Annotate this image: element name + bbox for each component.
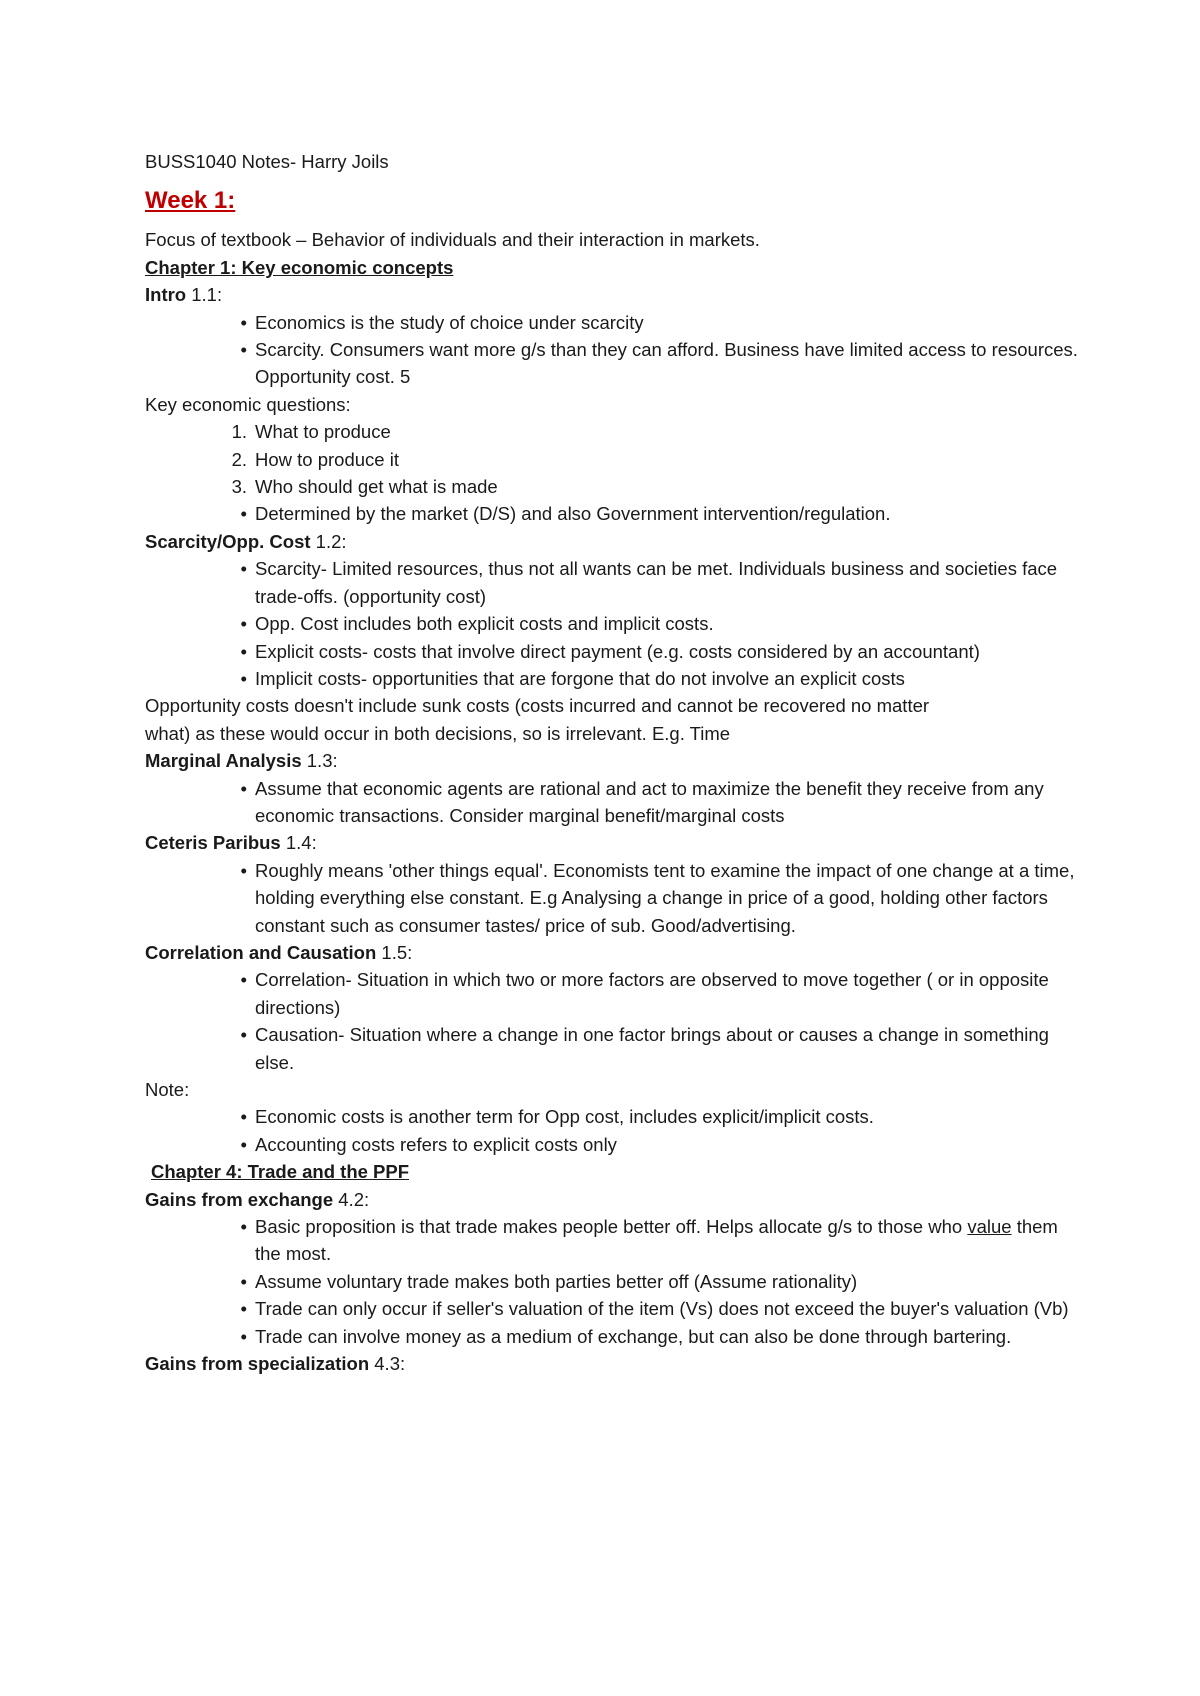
bullet-icon: • xyxy=(240,640,247,662)
list-item: • Assume that economic agents are rational and act to maximize the benefit they receive from any economic transactions. Consider marginal benefit/marginal costs xyxy=(145,775,1085,830)
list-item: • Basic proposition is that trade makes people better off. Helps allocate g/s to those who value them the most. xyxy=(145,1213,1085,1268)
bullet-icon: • xyxy=(240,777,247,799)
bullet-icon: • xyxy=(240,667,247,689)
bullet-icon: • xyxy=(240,1216,247,1238)
list-item: • Assume voluntary trade makes both parties better off (Assume rationality) xyxy=(145,1268,1085,1295)
list-item: • Determined by the market (D/S) and also Government intervention/regulation. xyxy=(145,500,1085,527)
bullet-icon: • xyxy=(240,1133,247,1155)
list-item: • Economic costs is another term for Opp cost, includes explicit/implicit costs. xyxy=(145,1103,1085,1130)
bullet-icon: • xyxy=(240,1298,247,1320)
week-heading: Week 1: xyxy=(145,187,236,215)
list-item: • Accounting costs refers to explicit costs only xyxy=(145,1131,1085,1158)
list-item: • Implicit costs- opportunities that are forgone that do not involve an explicit costs xyxy=(145,665,1085,692)
bullet-icon: • xyxy=(240,859,247,881)
list-item: • Correlation- Situation in which two or more factors are observed to move together ( or in opposite directions) xyxy=(145,966,1085,1021)
section-heading-marginal: Marginal Analysis 1.3: xyxy=(145,750,338,772)
bullet-icon: • xyxy=(240,613,247,635)
bullet-icon: • xyxy=(240,503,247,525)
chapter-4-heading: Chapter 4: Trade and the PPF xyxy=(151,1161,410,1183)
numbered-item: 3. Who should get what is made xyxy=(231,476,498,498)
list-item: • Trade can involve money as a medium of exchange, but can also be done through bartering. xyxy=(145,1323,1085,1350)
sunk-cost-line: Opportunity costs doesn't include sunk costs (costs incurred and cannot be recovered no matter xyxy=(145,695,930,717)
list-item: • Roughly means 'other things equal'. Economists tent to examine the impact of one change at a time, holding everything else constant. E.g Analysing a change in price of a good, holding other factors constant such as consumer tastes/ price of sub. Good/advertising. xyxy=(145,857,1085,939)
list-item: • Explicit costs- costs that involve direct payment (e.g. costs considered by an accountant) xyxy=(145,638,1085,665)
bullet-icon: • xyxy=(240,339,247,361)
section-heading-gains-exchange: Gains from exchange 4.2: xyxy=(145,1188,370,1210)
numbered-item: 1. What to produce xyxy=(231,421,391,443)
sunk-cost-line: what) as these would occur in both decisions, so is irrelevant. E.g. Time xyxy=(145,722,731,744)
focus-line: Focus of textbook – Behavior of individuals and their interaction in markets. xyxy=(145,229,760,251)
bullet-icon: • xyxy=(240,1106,247,1128)
bullet-icon: • xyxy=(240,1024,247,1046)
list-item: • Scarcity- Limited resources, thus not all wants can be met. Individuals business and societies face trade-offs. (opportunity cost) xyxy=(145,555,1085,610)
section-heading-correlation: Correlation and Causation 1.5: xyxy=(145,941,413,963)
key-questions-label: Key economic questions: xyxy=(145,393,351,415)
document-page xyxy=(145,148,1085,1377)
list-item: • Scarcity. Consumers want more g/s than they can afford. Business have limited access to resources. Opportunity cost. 5 xyxy=(145,336,1085,391)
list-item: • Causation- Situation where a change in one factor brings about or causes a change in something else. xyxy=(145,1021,1085,1076)
section-heading-ceteris: Ceteris Paribus 1.4: xyxy=(145,832,317,854)
bullet-icon: • xyxy=(240,969,247,991)
list-item: • Trade can only occur if seller's valuation of the item (Vs) does not exceed the buyer's valuation (Vb) xyxy=(145,1295,1085,1322)
section-heading-scarcity: Scarcity/Opp. Cost 1.2: xyxy=(145,530,347,552)
bullet-icon: • xyxy=(240,1325,247,1347)
document-title: BUSS1040 Notes- Harry Joils xyxy=(145,151,389,172)
note-label: Note: xyxy=(145,1079,190,1100)
list-item: • Economics is the study of choice under scarcity xyxy=(145,309,1085,336)
section-heading-gains-specialization: Gains from specialization 4.3: xyxy=(145,1353,406,1375)
list-item: • Opp. Cost includes both explicit costs and implicit costs. xyxy=(145,610,1085,637)
numbered-item: 2. How to produce it xyxy=(231,448,399,470)
bullet-icon: • xyxy=(240,311,247,333)
bullet-icon: • xyxy=(240,1270,247,1292)
chapter-1-heading: Chapter 1: Key economic concepts xyxy=(145,256,454,278)
bullet-icon: • xyxy=(240,558,247,580)
section-heading-intro: Intro 1.1: xyxy=(145,284,223,306)
